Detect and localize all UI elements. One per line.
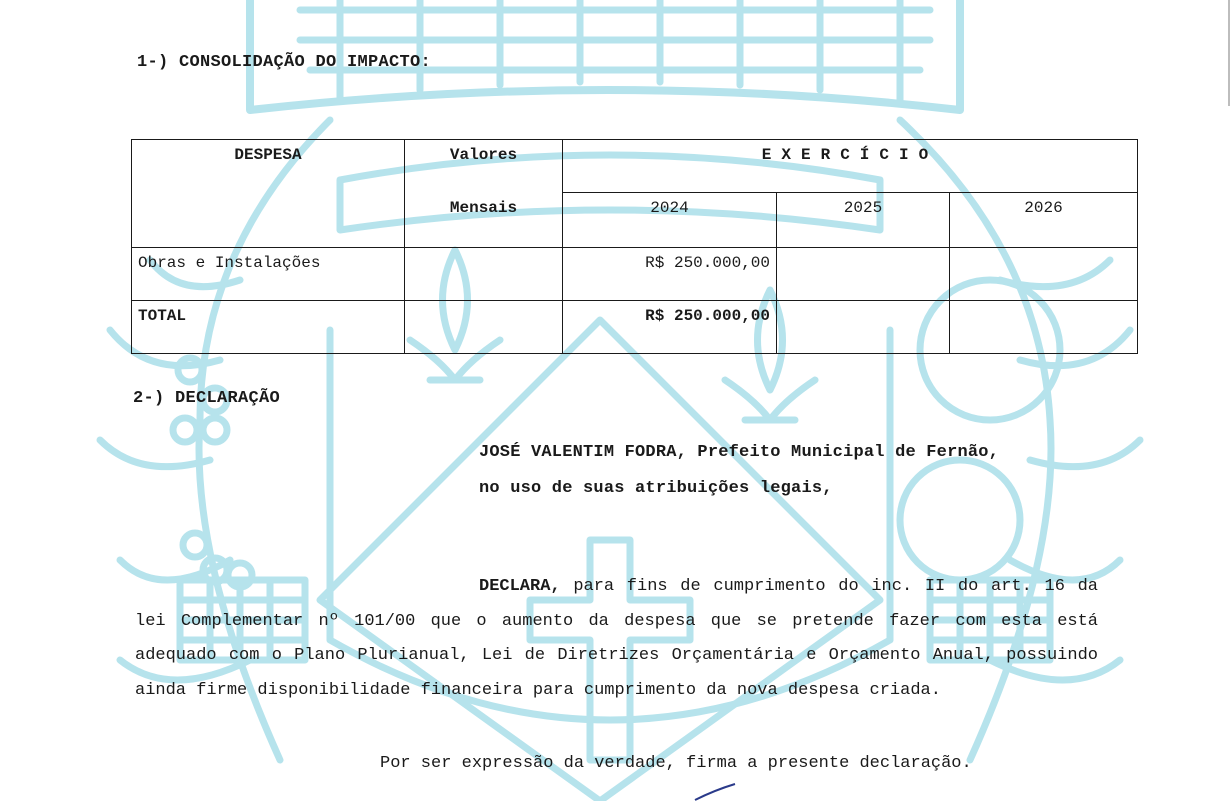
impact-table [131, 139, 1138, 354]
header-exercicio: EXERCÍCIO [563, 140, 1138, 193]
header-valores: Valores [405, 140, 563, 193]
signatory-line-1: JOSÉ VALENTIM FODRA, Prefeito Municipal de Fernão, [479, 443, 1000, 462]
cell-2026 [950, 248, 1138, 301]
cell-2025 [777, 248, 950, 301]
declara-word: DECLARA, [479, 577, 561, 596]
signatory-line-2: no uso de suas atribuições legais, [479, 479, 833, 498]
table-header-row [132, 140, 1138, 193]
cell-total-2025 [777, 301, 950, 354]
header-year-2024: 2024 [563, 193, 777, 248]
closing-statement: Por ser expressão da verdade, firma a presente declaração. [380, 754, 972, 773]
cell-valores-mensais [405, 248, 563, 301]
declaration-text: para fins de cumprimento do inc. II do art. 16 da lei Complementar nº 101/00 que o aumento da despesa que se pretende fazer com esta está adequado com o Plano Plurianual, Lei de Diretrizes Orçamentária e Orçamento Anual, possuindo ainda firme disponibilidade financeira para cumprimento da nova despesa criada. [135, 577, 1098, 700]
cell-total-label: TOTAL [132, 301, 405, 354]
cell-total-2024: R$ 250.000,00 [563, 301, 777, 354]
cell-despesa: Obras e Instalações [132, 248, 405, 301]
section1-title: 1-) CONSOLIDAÇÃO DO IMPACTO: [137, 53, 432, 72]
table-row [132, 248, 1138, 301]
cell-2024: R$ 250.000,00 [563, 248, 777, 301]
header-mensais: Mensais [405, 193, 563, 248]
cell-total-2026 [950, 301, 1138, 354]
declaration-paragraph [135, 570, 1098, 708]
header-year-2026: 2026 [950, 193, 1138, 248]
signature-stroke-fragment [690, 782, 750, 801]
table-row-total [132, 301, 1138, 354]
header-despesa: DESPESA [132, 140, 405, 248]
cell-total-valores-mensais [405, 301, 563, 354]
section2-title: 2-) DECLARAÇÃO [133, 389, 281, 408]
header-year-2025: 2025 [777, 193, 950, 248]
